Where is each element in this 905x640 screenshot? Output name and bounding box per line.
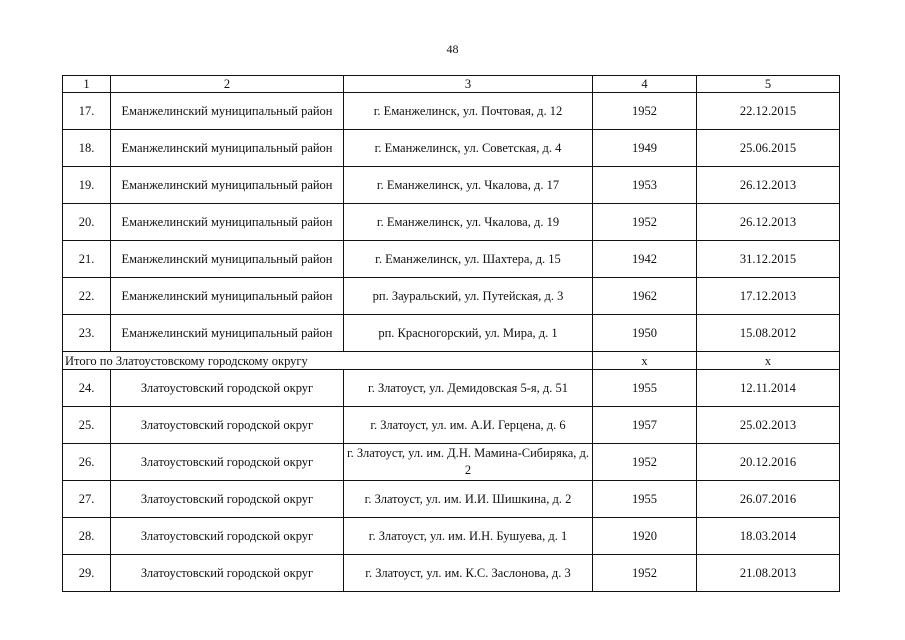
table-row [63,407,840,444]
date: 22.12.2015 [697,93,840,130]
year-built: 1955 [593,481,697,518]
column-number-3: 3 [344,76,593,93]
address: рп. Красногорский, ул. Мира, д. 1 [344,315,593,352]
municipality: Златоустовский городской округ [111,481,344,518]
date: 25.02.2013 [697,407,840,444]
address: г. Златоуст, ул. им. И.И. Шишкина, д. 2 [344,481,593,518]
address: г. Златоуст, ул. им. К.С. Заслонова, д. 3 [344,555,593,592]
row-number: 17. [63,93,111,130]
year-built: 1952 [593,204,697,241]
row-number: 23. [63,315,111,352]
municipality: Еманжелинский муниципальный район [111,93,344,130]
municipality: Еманжелинский муниципальный район [111,241,344,278]
column-number-header-row [63,76,840,93]
date: 26.07.2016 [697,481,840,518]
municipality: Златоустовский городской округ [111,555,344,592]
date: 25.06.2015 [697,130,840,167]
address: г. Еманжелинск, ул. Чкалова, д. 19 [344,204,593,241]
table-row [63,130,840,167]
date: 26.12.2013 [697,167,840,204]
row-number: 21. [63,241,111,278]
table-row [63,93,840,130]
column-number-5: 5 [697,76,840,93]
table-row [63,518,840,555]
table-row [63,167,840,204]
table-row [63,444,840,481]
column-number-4: 4 [593,76,697,93]
table-row [63,555,840,592]
table-row [63,278,840,315]
subtotal-col4: х [593,352,697,370]
municipality: Златоустовский городской округ [111,444,344,481]
municipality: Еманжелинский муниципальный район [111,278,344,315]
year-built: 1950 [593,315,697,352]
row-number: 19. [63,167,111,204]
municipality: Златоустовский городской округ [111,407,344,444]
subtotal-label: Итого по Златоустовскому городскому округу [63,352,593,370]
year-built: 1952 [593,555,697,592]
date: 12.11.2014 [697,370,840,407]
address: г. Златоуст, ул. им. И.Н. Бушуева, д. 1 [344,518,593,555]
municipality: Еманжелинский муниципальный район [111,204,344,241]
column-number-1: 1 [63,76,111,93]
date: 15.08.2012 [697,315,840,352]
address: г. Златоуст, ул. им. Д.Н. Мамина-Сибиряка, д. 2 [344,444,593,481]
row-number: 18. [63,130,111,167]
address: г. Еманжелинск, ул. Почтовая, д. 12 [344,93,593,130]
date: 21.08.2013 [697,555,840,592]
row-number: 24. [63,370,111,407]
municipality: Еманжелинский муниципальный район [111,167,344,204]
row-number: 29. [63,555,111,592]
year-built: 1962 [593,278,697,315]
municipality: Еманжелинский муниципальный район [111,130,344,167]
row-number: 25. [63,407,111,444]
municipality: Еманжелинский муниципальный район [111,315,344,352]
year-built: 1955 [593,370,697,407]
municipality: Златоустовский городской округ [111,370,344,407]
subtotal-row [63,352,840,370]
table-row [63,204,840,241]
table-row [63,315,840,352]
year-built: 1952 [593,93,697,130]
row-number: 20. [63,204,111,241]
address: г. Еманжелинск, ул. Шахтера, д. 15 [344,241,593,278]
address: рп. Зауральский, ул. Путейская, д. 3 [344,278,593,315]
page-number: 48 [446,42,459,56]
row-number: 22. [63,278,111,315]
year-built: 1949 [593,130,697,167]
subtotal-col5: х [697,352,840,370]
year-built: 1952 [593,444,697,481]
date: 26.12.2013 [697,204,840,241]
row-number: 28. [63,518,111,555]
address: г. Еманжелинск, ул. Советская, д. 4 [344,130,593,167]
column-number-2: 2 [111,76,344,93]
address: г. Златоуст, ул. Демидовская 5-я, д. 51 [344,370,593,407]
municipality: Златоустовский городской округ [111,518,344,555]
address: г. Златоуст, ул. им. А.И. Герцена, д. 6 [344,407,593,444]
date: 31.12.2015 [697,241,840,278]
year-built: 1953 [593,167,697,204]
housing-register-table [62,75,840,592]
year-built: 1942 [593,241,697,278]
date: 20.12.2016 [697,444,840,481]
table-row [63,241,840,278]
table-row [63,370,840,407]
date: 18.03.2014 [697,518,840,555]
row-number: 27. [63,481,111,518]
year-built: 1920 [593,518,697,555]
date: 17.12.2013 [697,278,840,315]
table-row [63,481,840,518]
year-built: 1957 [593,407,697,444]
row-number: 26. [63,444,111,481]
address: г. Еманжелинск, ул. Чкалова, д. 17 [344,167,593,204]
